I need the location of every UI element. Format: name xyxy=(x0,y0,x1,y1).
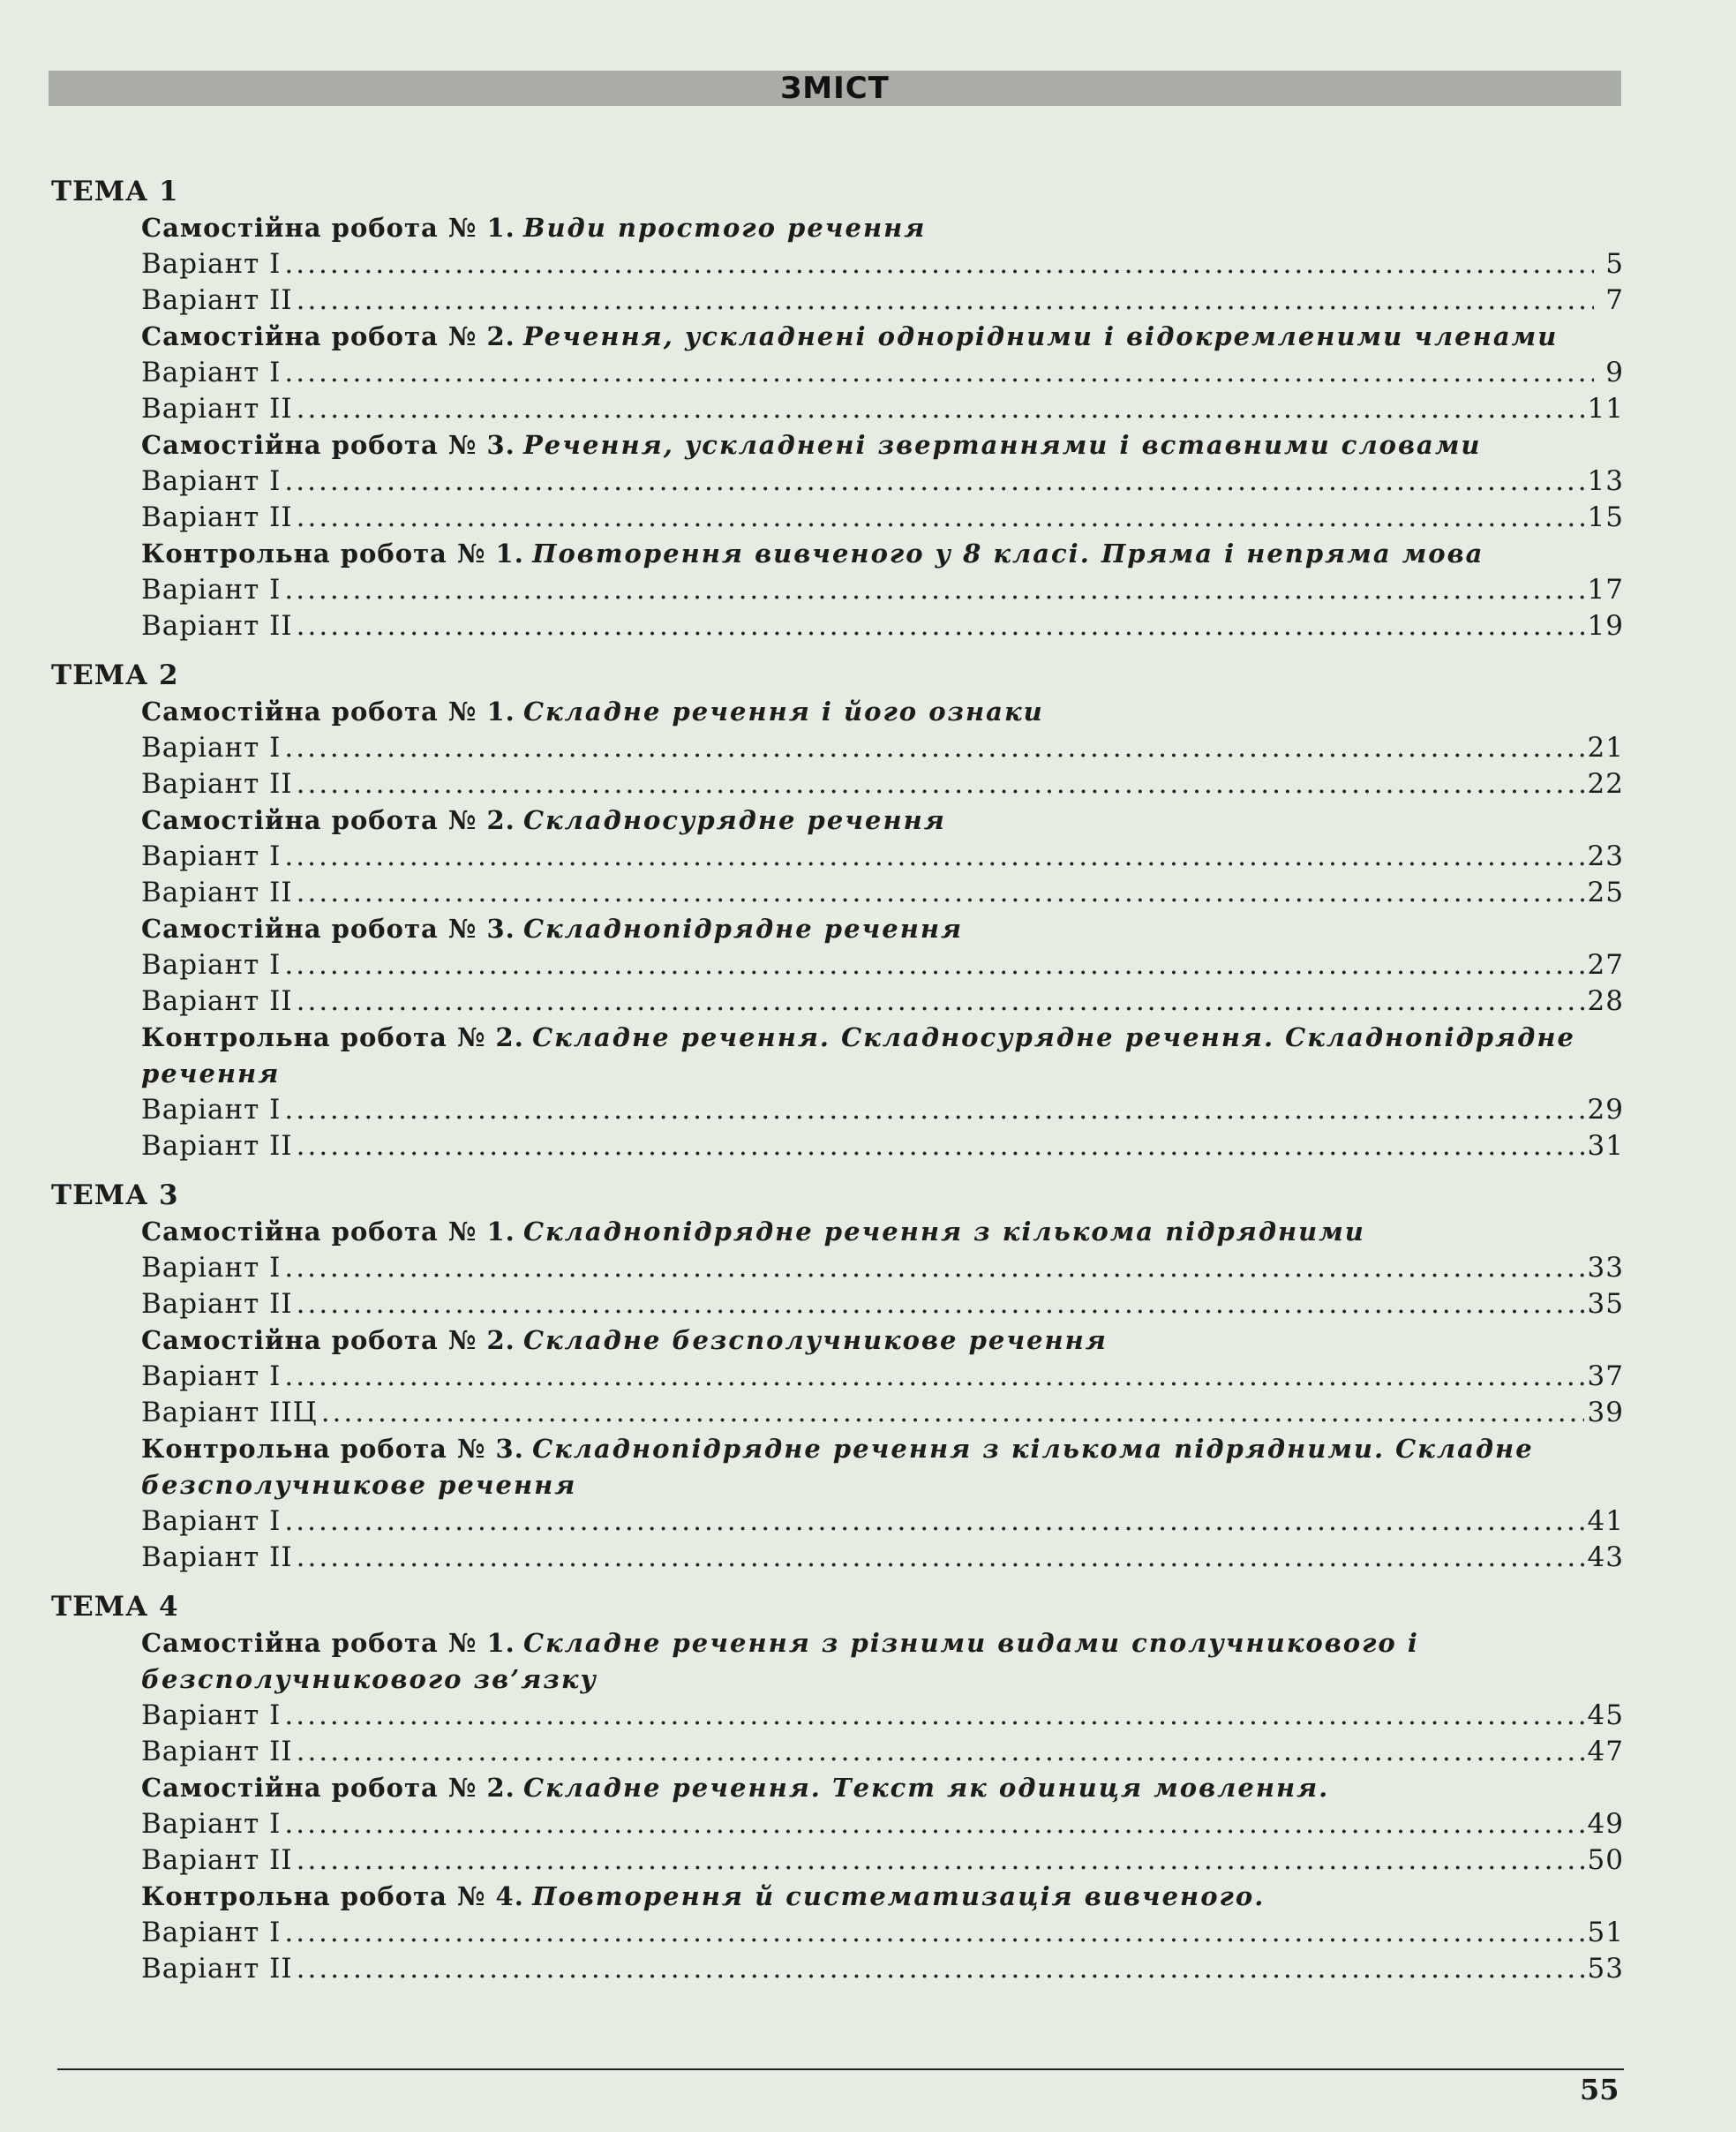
toc-entry[interactable] xyxy=(141,1915,1624,1951)
dot-leader xyxy=(284,1698,1583,1734)
work-kind: Самостійна робота № 2. xyxy=(141,805,515,835)
toc-entry[interactable] xyxy=(141,1128,1624,1164)
variant-label: Варіант ІІ xyxy=(141,393,293,425)
variant-label: Варіант ІІ xyxy=(141,284,293,316)
entry-page-number: 35 xyxy=(1587,1288,1624,1320)
toc-entry[interactable] xyxy=(141,1286,1624,1322)
toc-entry[interactable] xyxy=(141,1734,1624,1770)
dot-leader xyxy=(284,1092,1583,1128)
entry-page-number: 11 xyxy=(1587,393,1624,425)
work-kind: Самостійна робота № 2. xyxy=(141,1325,515,1355)
entry-page-number: 51 xyxy=(1587,1917,1624,1948)
toc-entry[interactable] xyxy=(141,1250,1624,1286)
work-kind: Самостійна робота № 2. xyxy=(141,321,515,351)
topic-heading: ТЕМА 1 xyxy=(51,176,179,207)
work-kind: Контрольна робота № 3. xyxy=(141,1434,524,1464)
variant-label: Варіант ІІ xyxy=(141,1541,293,1573)
dot-leader xyxy=(284,246,1594,283)
variant-label: Варіант ІІ xyxy=(141,1953,293,1985)
dot-leader xyxy=(297,983,1584,1020)
entry-page-number: 21 xyxy=(1587,732,1624,764)
variant-label: Варіант ІІ xyxy=(141,985,293,1017)
entry-page-number: 28 xyxy=(1587,985,1624,1017)
work-title xyxy=(141,427,1624,463)
toc-entry[interactable] xyxy=(141,572,1624,608)
work-kind: Самостійна робота № 3. xyxy=(141,430,515,460)
dot-leader xyxy=(297,766,1584,802)
work-theme: Складне речення з різними видами сполучникового і безсполучникового зв’язку xyxy=(141,1628,1419,1694)
entry-page-number: 53 xyxy=(1587,1953,1624,1985)
entry-page-number: 37 xyxy=(1587,1360,1624,1392)
dot-leader xyxy=(284,1359,1583,1395)
work-kind: Самостійна робота № 1. xyxy=(141,697,515,727)
dot-leader xyxy=(284,839,1583,875)
variant-label: Варіант І xyxy=(141,1094,282,1126)
page-number: 55 xyxy=(1580,2073,1620,2106)
dot-leader xyxy=(284,730,1583,766)
variant-label: Варіант І xyxy=(141,1917,282,1948)
toc-entry[interactable] xyxy=(141,1540,1624,1576)
footer-divider xyxy=(57,2068,1624,2070)
dot-leader xyxy=(284,572,1583,608)
toc-entry[interactable] xyxy=(141,1395,1624,1431)
toc-entry[interactable] xyxy=(141,1951,1624,1987)
work-kind: Самостійна робота № 1. xyxy=(141,1628,515,1658)
dot-leader xyxy=(297,1734,1584,1770)
entry-page-number: 41 xyxy=(1587,1505,1624,1537)
work-theme: Складносурядне речення xyxy=(522,805,946,835)
variant-label: Варіант І xyxy=(141,1360,282,1392)
variant-label: Варіант І xyxy=(141,1505,282,1537)
variant-label: Варіант ІІ xyxy=(141,877,293,908)
dot-leader xyxy=(284,1250,1583,1286)
toc-entry[interactable] xyxy=(141,608,1624,644)
variant-label: Варіант І xyxy=(141,465,282,497)
variant-label: Варіант ІІЦ xyxy=(141,1397,318,1428)
toc-entry[interactable] xyxy=(141,1842,1624,1879)
dot-leader xyxy=(297,875,1584,911)
dot-leader xyxy=(297,391,1584,427)
work-title xyxy=(141,319,1624,355)
entry-page-number: 39 xyxy=(1587,1397,1624,1428)
work-theme: Складне безсполучникове речення xyxy=(522,1325,1108,1355)
entry-page-number: 22 xyxy=(1587,768,1624,800)
toc-entry[interactable] xyxy=(141,1698,1624,1734)
work-title xyxy=(141,1625,1624,1698)
dot-leader xyxy=(284,1806,1583,1842)
entry-page-number: 25 xyxy=(1587,877,1624,908)
toc-entry[interactable] xyxy=(141,983,1624,1020)
variant-label: Варіант І xyxy=(141,1808,282,1840)
variant-label: Варіант І xyxy=(141,1252,282,1284)
toc-entry[interactable] xyxy=(141,355,1624,391)
work-title xyxy=(141,1770,1624,1806)
toc-entry[interactable] xyxy=(141,246,1624,283)
dot-leader xyxy=(297,1842,1584,1879)
entry-page-number: 49 xyxy=(1587,1808,1624,1840)
entry-page-number: 17 xyxy=(1587,574,1624,606)
variant-label: Варіант ІІ xyxy=(141,1844,293,1876)
work-kind: Контрольна робота № 2. xyxy=(141,1022,524,1052)
work-theme: Складнопідрядне речення xyxy=(522,914,964,944)
variant-label: Варіант І xyxy=(141,840,282,872)
work-theme: Види простого речення xyxy=(522,213,927,243)
topic-heading: ТЕМА 4 xyxy=(51,1591,179,1623)
entry-page-number: 9 xyxy=(1605,357,1624,388)
work-kind: Самостійна робота № 3. xyxy=(141,914,515,944)
entry-page-number: 19 xyxy=(1587,610,1624,642)
work-theme: Складнопідрядне речення з кількома підрядними xyxy=(522,1217,1365,1247)
variant-label: Варіант І xyxy=(141,357,282,388)
toc-entry[interactable] xyxy=(141,1092,1624,1128)
entry-page-number: 29 xyxy=(1587,1094,1624,1126)
entry-page-number: 50 xyxy=(1587,1844,1624,1876)
work-theme: Складнопідрядне речення з кількома підрядними. Складне безсполучникове речення xyxy=(141,1434,1534,1500)
entry-page-number: 31 xyxy=(1587,1130,1624,1162)
variant-label: Варіант ІІ xyxy=(141,501,293,533)
entry-page-number: 5 xyxy=(1605,248,1624,280)
entry-page-number: 45 xyxy=(1587,1699,1624,1731)
dot-leader xyxy=(284,463,1583,500)
work-title xyxy=(141,536,1624,572)
work-title xyxy=(141,1020,1624,1092)
topic-heading: ТЕМА 2 xyxy=(51,659,179,691)
toc-entry[interactable] xyxy=(141,1806,1624,1842)
variant-label: Варіант ІІ xyxy=(141,1288,293,1320)
toc-entry[interactable] xyxy=(141,391,1624,427)
work-theme: Речення, ускладнені звертаннями і вставними словами xyxy=(522,430,1482,460)
page-title: ЗМІСТ xyxy=(780,71,890,106)
work-theme: Речення, ускладнені однорідними і відокремленими членами xyxy=(522,321,1559,351)
dot-leader xyxy=(297,283,1594,319)
variant-label: Варіант І xyxy=(141,732,282,764)
work-title xyxy=(141,694,1624,730)
variant-label: Варіант ІІ xyxy=(141,1130,293,1162)
work-theme: Повторення й систематизація вивченого. xyxy=(532,1881,1266,1911)
variant-label: Варіант ІІ xyxy=(141,1736,293,1767)
toc-entry[interactable] xyxy=(141,283,1624,319)
variant-label: Варіант І xyxy=(141,949,282,981)
work-kind: Самостійна робота № 1. xyxy=(141,213,515,243)
work-title xyxy=(141,802,1624,839)
toc-entry[interactable] xyxy=(141,730,1624,766)
entry-page-number: 27 xyxy=(1587,949,1624,981)
entry-page-number: 13 xyxy=(1587,465,1624,497)
toc-entry[interactable] xyxy=(141,839,1624,875)
work-kind: Самостійна робота № 1. xyxy=(141,1217,515,1247)
dot-leader xyxy=(297,1540,1584,1576)
work-title xyxy=(141,210,1624,246)
work-kind: Самостійна робота № 2. xyxy=(141,1773,515,1803)
variant-label: Варіант ІІ xyxy=(141,768,293,800)
variant-label: Варіант І xyxy=(141,574,282,606)
toc-entry[interactable] xyxy=(141,947,1624,983)
dot-leader xyxy=(321,1395,1584,1431)
work-theme: Складне речення і його ознаки xyxy=(522,697,1044,727)
dot-leader xyxy=(284,1503,1583,1540)
work-title xyxy=(141,1431,1624,1503)
dot-leader xyxy=(297,1951,1584,1987)
table-of-contents xyxy=(51,173,1624,1987)
variant-label: Варіант І xyxy=(141,248,282,280)
work-title xyxy=(141,1879,1624,1915)
work-kind: Контрольна робота № 4. xyxy=(141,1881,524,1911)
dot-leader xyxy=(284,947,1583,983)
work-title xyxy=(141,911,1624,947)
entry-page-number: 33 xyxy=(1587,1252,1624,1284)
dot-leader xyxy=(297,608,1584,644)
dot-leader xyxy=(284,1915,1583,1951)
work-kind: Контрольна робота № 1. xyxy=(141,539,524,569)
entry-page-number: 23 xyxy=(1587,840,1624,872)
toc-entry[interactable] xyxy=(141,1359,1624,1395)
dot-leader xyxy=(284,355,1594,391)
work-theme: Складне речення. Складносурядне речення. Складнопідрядне речення xyxy=(141,1022,1575,1089)
dot-leader xyxy=(297,1286,1584,1322)
entry-page-number: 43 xyxy=(1587,1541,1624,1573)
entry-page-number: 7 xyxy=(1605,284,1624,316)
dot-leader xyxy=(297,1128,1584,1164)
toc-entry[interactable] xyxy=(141,500,1624,536)
work-title xyxy=(141,1322,1624,1359)
variant-label: Варіант І xyxy=(141,1699,282,1731)
entry-page-number: 47 xyxy=(1587,1736,1624,1767)
toc-entry[interactable] xyxy=(141,766,1624,802)
work-title xyxy=(141,1214,1624,1250)
toc-entry[interactable] xyxy=(141,463,1624,500)
toc-entry[interactable] xyxy=(141,1503,1624,1540)
toc-entry[interactable] xyxy=(141,875,1624,911)
work-theme: Складне речення. Текст як одиниця мовлення. xyxy=(522,1773,1330,1803)
dot-leader xyxy=(297,500,1584,536)
topic-heading: ТЕМА 3 xyxy=(51,1179,179,1211)
header-bar xyxy=(49,71,1621,106)
entry-page-number: 15 xyxy=(1587,501,1624,533)
work-theme: Повторення вивченого у 8 класі. Пряма і непряма мова xyxy=(532,539,1484,569)
variant-label: Варіант ІІ xyxy=(141,610,293,642)
